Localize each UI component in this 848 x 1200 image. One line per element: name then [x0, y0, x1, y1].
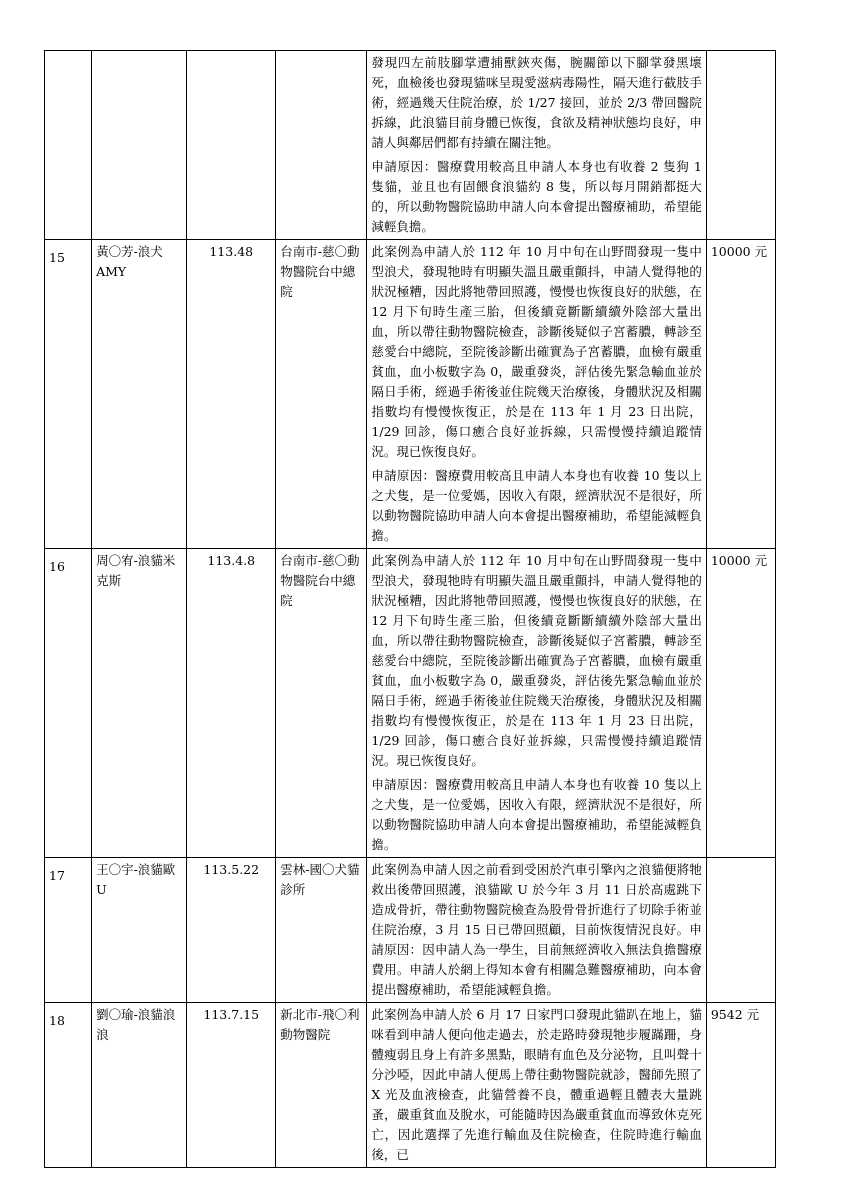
row-number: 15 [45, 240, 92, 549]
table-row [45, 240, 776, 549]
case-description [367, 51, 706, 240]
description-paragraph: 申請原因：醫療費用較高且申請人本身也有收養 10 隻以上之犬隻，是一位愛媽，因收入有限，經濟狀況不是很好，所以動物醫院協助申請人向本會提出醫療補助，希望能減輕負擔。 [371, 468, 702, 543]
subsidy-amount: 9542 元 [706, 1003, 775, 1168]
applicant-pet-name: 周〇宥-浪貓米克斯 [92, 549, 187, 858]
subsidy-amount: 10000 元 [706, 240, 775, 549]
applicant-pet-name: 劉〇瑜-浪貓浪浪 [92, 1003, 187, 1168]
application-date: 113.4.8 [187, 549, 276, 858]
description-paragraph: 申請原因：醫療費用較高且申請人本身也有收養 10 隻以上之犬隻，是一位愛媽，因收入有限，經濟狀況不是很好，所以動物醫院協助申請人向本會提出醫療補助，希望能減輕負擔。 [371, 777, 702, 852]
table-row [45, 51, 776, 240]
applicant-pet-name: 王〇宇-浪貓歐 U [92, 858, 187, 1003]
row-number: 17 [45, 858, 92, 1003]
case-description [367, 1003, 706, 1168]
description-paragraph: 此案例為申請人因之前看到受困於汽車引擎內之浪貓便將牠救出後帶回照護，浪貓歐 U 於今年 3 月 11 日於高處跳下造成骨折，帶往動物醫院檢查為股骨骨折進行了切除手術並住院治療，3 月 15 日已帶回照顧，目前恢復情況良好。申請原因：因申請人為一學生，目前無經濟收入無法負擔醫療費用。申請人於網上得知本會有相關急難醫療補助，向本會提出醫療補助，希望能減輕負擔。 [371, 862, 702, 997]
hospital-name: 雲林-國〇犬貓診所 [276, 858, 367, 1003]
description-paragraph: 此案例為申請人於 112 年 10 月中旬在山野間發現一隻中型浪犬，發現牠時有明顯失溫且嚴重顫抖，申請人覺得牠的狀況極糟，因此將牠帶回照護，慢慢也恢復良好的狀態，在 12 月下旬時生產三胎，但後續竟斷斷續續外陰部大量出血，所以帶往動物醫院檢查，診斷後疑似子宮蓄膿，轉診至慈愛台中總院，至院後診斷出確實為子宮蓄膿，血檢有嚴重貧血，血小板數字為 0，嚴重發炎，評估後先緊急輸血並於隔日手術，經過手術後並住院幾天治療後，身體狀況及相關指數均有慢慢恢復正，於是在 113 年 1 月 23 日出院，1/29 回診，傷口癒合良好並拆線，只需慢慢持續追蹤情況。現已恢復良好。 [371, 244, 702, 459]
row-number: 16 [45, 549, 92, 858]
table-row [45, 1003, 776, 1168]
subsidy-amount [706, 51, 775, 240]
case-description [367, 858, 706, 1003]
row-number [45, 51, 92, 240]
application-date: 113.5.22 [187, 858, 276, 1003]
description-paragraph: 發現四左前肢腳掌遭捕獸鋏夾傷，腕關節以下腳掌發黑壞死，血檢後也發現貓咪呈現愛滋病毒陽性，隔天進行截肢手術，經過幾天住院治療，於 1/27 接回，並於 2/3 帶回醫院拆線，此浪貓目前身體已恢復，食欲及精神狀態均良好，申請人與鄰居們都有持續在關注牠。 [371, 55, 702, 150]
application-table [44, 50, 776, 1168]
description-paragraph: 此案例為申請人於 6 月 17 日家門口發現此貓趴在地上，貓咪看到申請人便向他走過去，於走路時發現牠步履蹣跚，身體瘦弱且身上有許多黑點，眼睛有血色及分泌物，且叫聲十分沙啞，因此申請人便馬上帶往動物醫院就診，醫師先照了 X 光及血液檢查，此貓營養不良，體重過輕且體表大量跳蚤，嚴重貧血及脫水，可能隨時因為嚴重貧血而導致休克死亡，因此選擇了先進行輸血及住院檢查，住院時進行輸血後，已 [371, 1007, 702, 1162]
table-row [45, 549, 776, 858]
subsidy-amount [706, 858, 775, 1003]
application-date: 113.48 [187, 240, 276, 549]
description-paragraph: 此案例為申請人於 112 年 10 月中旬在山野間發現一隻中型浪犬，發現牠時有明顯失溫且嚴重顫抖，申請人覺得牠的狀況極糟，因此將牠帶回照護，慢慢也恢復良好的狀態，在 12 月下旬時生產三胎，但後續竟斷斷續續外陰部大量出血，所以帶往動物醫院檢查，診斷後疑似子宮蓄膿，轉診至慈愛台中總院，至院後診斷出確實為子宮蓄膿，血檢有嚴重貧血，血小板數字為 0，嚴重發炎，評估後先緊急輸血並於隔日手術，經過手術後並住院幾天治療後，身體狀況及相關指數均有慢慢恢復正，於是在 113 年 1 月 23 日出院，1/29 回診，傷口癒合良好並拆線，只需慢慢持續追蹤情況。現已恢復良好。 [371, 553, 702, 768]
hospital-name: 台南市-慈〇動物醫院台中總院 [276, 549, 367, 858]
row-number: 18 [45, 1003, 92, 1168]
case-description [367, 240, 706, 549]
hospital-name: 新北市-飛〇利動物醫院 [276, 1003, 367, 1168]
subsidy-amount: 10000 元 [706, 549, 775, 858]
application-date [187, 51, 276, 240]
hospital-name [276, 51, 367, 240]
description-paragraph: 申請原因：醫療費用較高且申請人本身也有收養 2 隻狗 1 隻貓，並且也有固餵食浪貓約 8 隻，所以每月開銷都挺大的，所以動物醫院協助申請人向本會提出醫療補助，希望能減輕負擔。 [371, 159, 702, 234]
hospital-name: 台南市-慈〇動物醫院台中總院 [276, 240, 367, 549]
applicant-pet-name: 黃〇芳-浪犬 AMY [92, 240, 187, 549]
table-row [45, 858, 776, 1003]
case-description [367, 549, 706, 858]
application-date: 113.7.15 [187, 1003, 276, 1168]
applicant-pet-name [92, 51, 187, 240]
